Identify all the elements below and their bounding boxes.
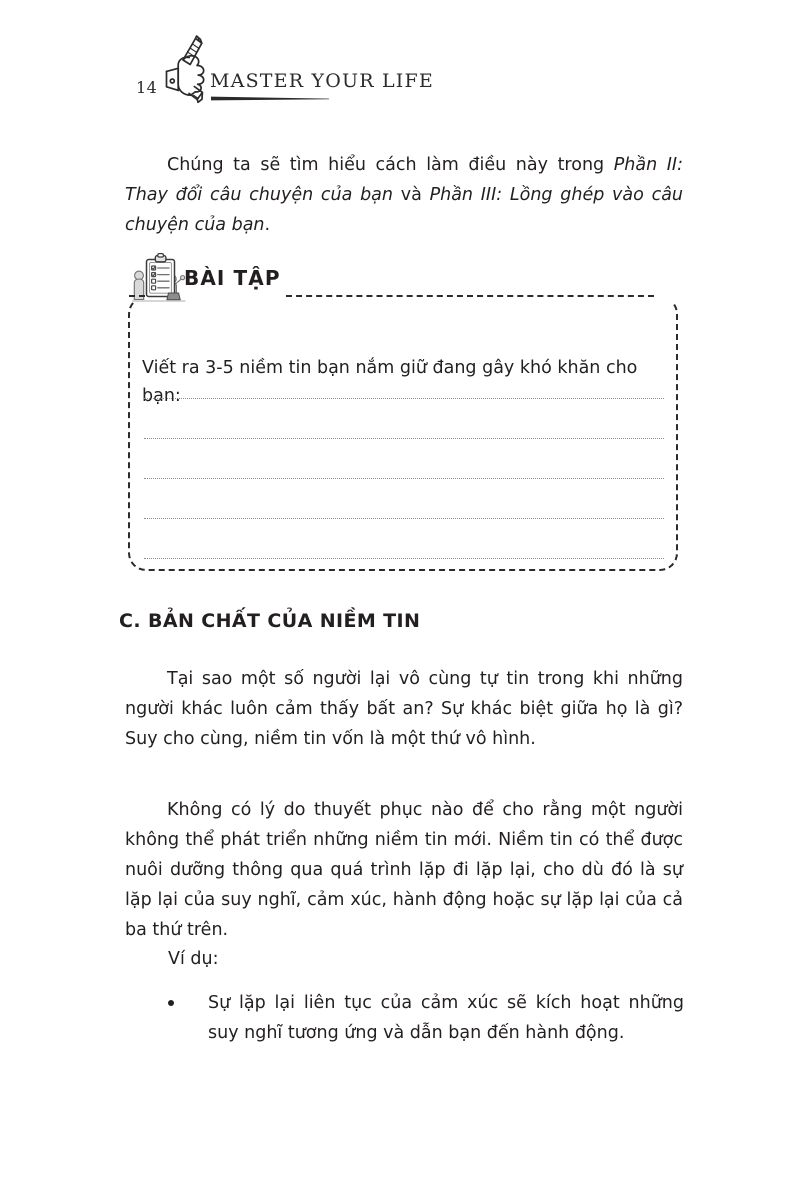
- title-underline-rule: [211, 96, 329, 101]
- example-bullet-list: [162, 988, 684, 1048]
- writing-line[interactable]: [144, 558, 664, 559]
- section-heading: C. BẢN CHẤT CỦA NIỀM TIN: [119, 610, 421, 632]
- writing-line[interactable]: [144, 478, 664, 479]
- paragraph-nature-of-belief: [125, 664, 683, 754]
- writing-line[interactable]: [144, 518, 664, 519]
- paragraph-intro: [125, 150, 683, 240]
- exercise-label: BÀI TẬP: [184, 266, 281, 290]
- page-title: MASTER YOUR LIFE: [210, 70, 434, 92]
- list-item-text: Sự lặp lại liên tục của cảm xúc sẽ kích hoạt những suy nghĩ tương ứng và dẫn bạn đến hành động.: [208, 993, 684, 1043]
- header-title-group: [210, 72, 434, 106]
- page-number: 14: [136, 78, 158, 97]
- bullet-dot-icon: [168, 1000, 174, 1006]
- writing-line[interactable]: [144, 398, 664, 399]
- intro-text-part2: và: [393, 185, 430, 205]
- writing-line[interactable]: [144, 438, 664, 439]
- page-header: [128, 34, 688, 112]
- paragraph-develop-belief: [125, 795, 683, 945]
- paragraph-develop-text: Không có lý do thuyết phục nào để cho rằng một người không thể phát triển những niềm tin mới. Niềm tin có thể được nuôi dưỡng thông qua quá trình lặp đi lặp lại, cho dù đó là sự lặp lại của suy nghĩ, cảm xúc, hành động hoặc sự lặp lại của cả ba thứ trên.: [125, 800, 683, 940]
- exercise-block: [128, 252, 680, 572]
- exercise-answer-box[interactable]: [128, 296, 678, 571]
- example-label: Ví dụ:: [168, 949, 219, 969]
- intro-reference-part-2: Phần II: Thay đổi câu chuyện của bạn: [125, 155, 683, 205]
- exercise-prompt-text: Viết ra 3-5 niềm tin bạn nắm giữ đang gây khó khăn cho bạn:: [142, 358, 638, 406]
- paragraph-nature-text: Tại sao một số người lại vô cùng tự tin trong khi những người khác luôn cảm thấy bất an? Sự khác biệt giữa họ là gì? Suy cho cùng, niềm tin vốn là một thứ vô hình.: [125, 669, 683, 749]
- intro-text-part3: .: [264, 215, 271, 235]
- list-item: [162, 988, 684, 1048]
- intro-reference-part-3: Phần III: Lồng ghép vào câu chuyện của bạn: [125, 185, 684, 235]
- intro-text-part1: Chúng ta sẽ tìm hiểu cách làm điều này trong: [167, 155, 614, 175]
